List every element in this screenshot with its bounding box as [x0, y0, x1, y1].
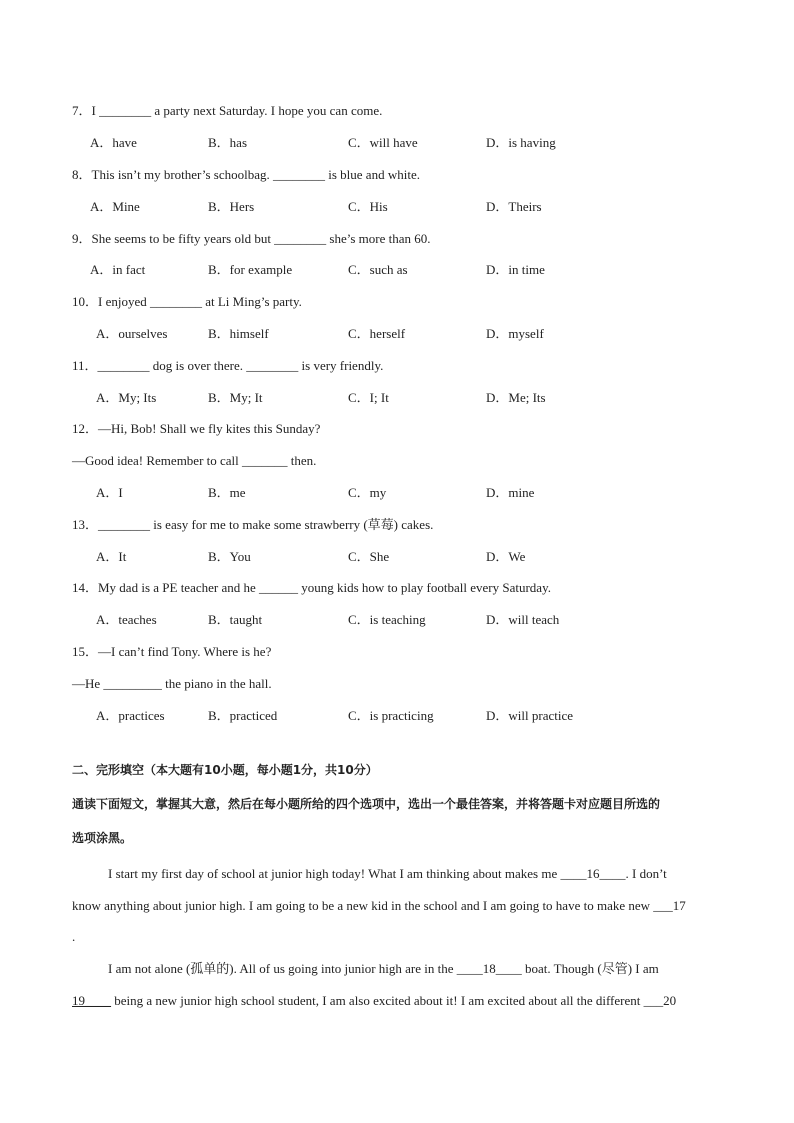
question-13-option-b[interactable]: B．You [208, 549, 251, 564]
question-14-option-a[interactable]: A．teaches [96, 612, 157, 627]
question-15-option-c[interactable]: C．is practicing [348, 708, 434, 723]
question-7-option-b[interactable]: B．has [208, 135, 248, 150]
question-14-option-c[interactable]: C．is teaching [348, 612, 426, 627]
section-instruction-line-1: 通读下面短文，掌握其大意，然后在每小题所给的四个选项中，选出一个最佳答案，并将答题卡对应题目所选的 [72, 797, 661, 811]
question-15-option-d[interactable]: D．will practice [486, 708, 573, 723]
question-12-option-d[interactable]: D．mine [486, 485, 535, 500]
blank-19[interactable]: 19____ [72, 993, 111, 1008]
question-10-stem: 10．I enjoyed ________ at Li Ming’s party. [72, 294, 302, 309]
question-15-option-a[interactable]: A．practices [96, 708, 165, 723]
question-7-option-c[interactable]: C．will have [348, 135, 418, 150]
question-10-option-b[interactable]: B．himself [208, 326, 269, 341]
question-11-stem: 11．________ dog is over there. ________ is very friendly. [72, 358, 384, 373]
question-10-option-d[interactable]: D．myself [486, 326, 544, 341]
question-13-option-d[interactable]: D．We [486, 549, 526, 564]
passage-line [108, 961, 659, 977]
question-8-option-d[interactable]: D．Theirs [486, 199, 542, 214]
question-10-option-c[interactable]: C．herself [348, 326, 406, 341]
question-14-option-d[interactable]: D．will teach [486, 612, 560, 627]
question-15-option-b[interactable]: B．practiced [208, 708, 278, 723]
passage-line [72, 898, 686, 914]
passage-text: . I don’t [625, 866, 667, 881]
question-8-option-a[interactable]: A．Mine [90, 199, 140, 214]
question-7-option-d[interactable]: D．is having [486, 135, 556, 150]
question-11-option-b[interactable]: B．My; It [208, 390, 263, 405]
question-12-option-a[interactable]: A．I [96, 485, 123, 500]
question-11-option-d[interactable]: D．Me; Its [486, 390, 546, 405]
section-title: 二、完形填空（本大题有10小题，每小题1分，共10分） [72, 763, 378, 777]
passage-text: I start my first day of school at junior high today! What I am thinking about makes me [108, 866, 561, 881]
question-9-option-c[interactable]: C．such as [348, 262, 408, 277]
question-12-stem: 12．—Hi, Bob! Shall we fly kites this Sunday? [72, 421, 321, 436]
question-10-option-a[interactable]: A．ourselves [96, 326, 168, 341]
question-13-option-c[interactable]: C．She [348, 549, 390, 564]
question-11-option-a[interactable]: A．My; Its [96, 390, 157, 405]
question-12-option-b[interactable]: B．me [208, 485, 246, 500]
question-12-option-c[interactable]: C．my [348, 485, 387, 500]
blank-18[interactable]: ____18____ [456, 961, 522, 976]
passage-text: know anything about junior high. I am going to be a new kid in the school and I am going to have to make new [72, 898, 654, 913]
question-9-option-a[interactable]: A．in fact [90, 262, 146, 277]
question-12-stem-reply: —Good idea! Remember to call _______ then. [72, 453, 317, 468]
question-8-option-b[interactable]: B．Hers [208, 199, 255, 214]
passage-text: I am not alone (孤单的). All of us going into junior high are in the [108, 961, 457, 976]
question-14-option-b[interactable]: B．taught [208, 612, 263, 627]
passage-text: being a new junior high school student, I am also excited about it! I am excited about all the different [111, 993, 644, 1008]
blank-17[interactable]: ___17 [653, 898, 686, 913]
question-9-option-b[interactable]: B．for example [208, 262, 293, 277]
passage-text: boat. Though (尽管) I am [521, 961, 659, 976]
passage-line-end: . [72, 929, 76, 944]
question-13-option-a[interactable]: A．It [96, 549, 127, 564]
blank-16[interactable]: ____16____ [560, 866, 626, 881]
question-15-stem: 15．—I can’t find Tony. Where is he? [72, 644, 272, 659]
question-8-option-c[interactable]: C．His [348, 199, 388, 214]
section-instruction-line-2: 选项涂黑。 [72, 831, 133, 845]
blank-20[interactable]: ___20 [643, 993, 677, 1008]
question-9-stem: 9．She seems to be fifty years old but ________ she’s more than 60. [72, 231, 431, 246]
question-8-stem: 8．This isn’t my brother’s schoolbag. ________ is blue and white. [72, 167, 420, 182]
question-7-option-a[interactable]: A．have [90, 135, 137, 150]
question-15-stem-reply: —He _________ the piano in the hall. [72, 676, 272, 691]
passage-line [72, 993, 676, 1009]
question-9-option-d[interactable]: D．in time [486, 262, 545, 277]
question-11-option-c[interactable]: C．I; It [348, 390, 389, 405]
question-7-stem: 7．I ________ a party next Saturday. I hope you can come. [72, 103, 383, 118]
passage-line [108, 866, 667, 882]
question-13-stem: 13．________ is easy for me to make some strawberry (草莓) cakes. [72, 517, 434, 532]
question-14-stem: 14．My dad is a PE teacher and he ______ young kids how to play football every Saturday. [72, 580, 551, 595]
